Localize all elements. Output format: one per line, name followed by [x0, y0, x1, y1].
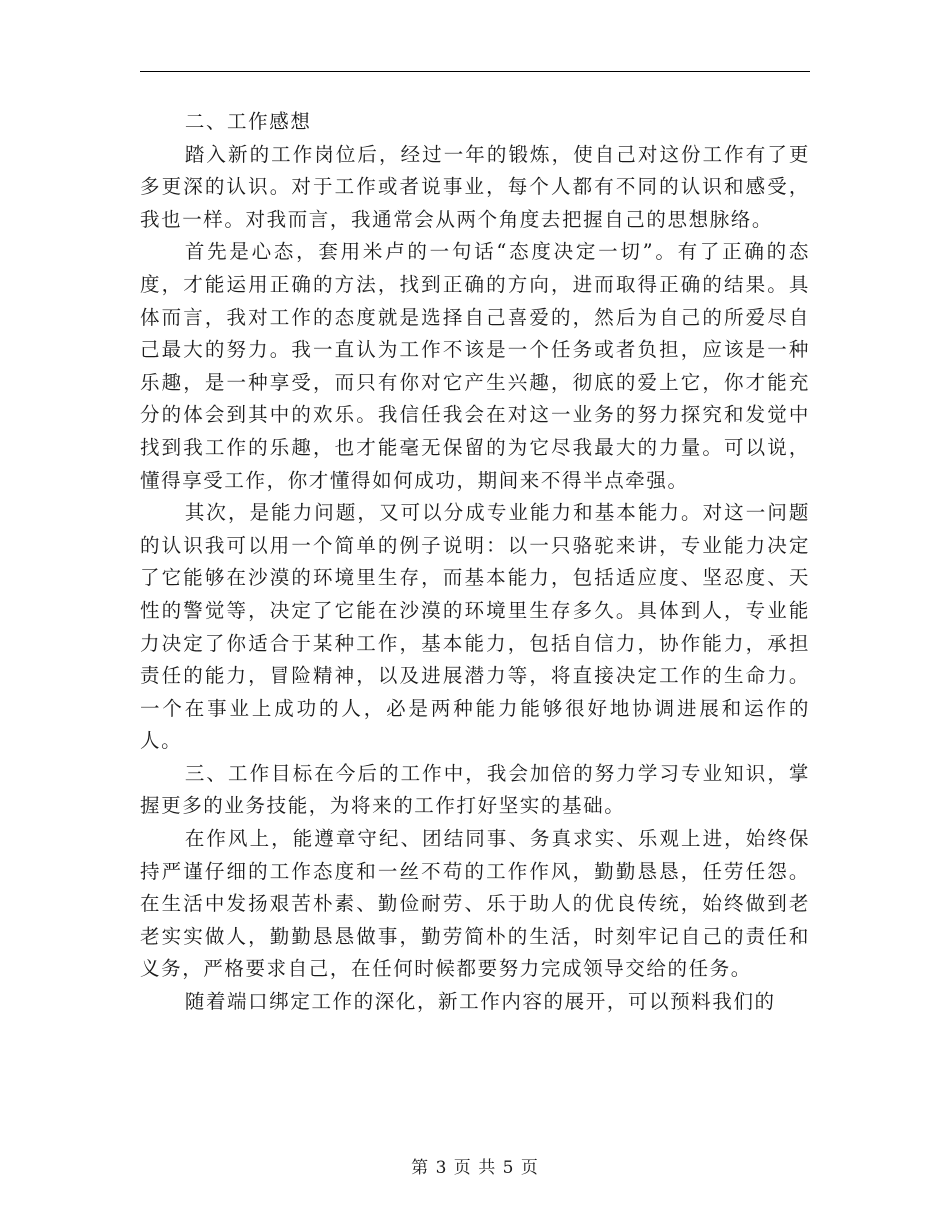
body-paragraph: 三、工作目标在今后的工作中，我会加倍的努力学习专业知识，掌握更多的业务技能，为将来的工作打好坚实的基础。 [140, 761, 810, 818]
section-heading-work-thoughts: 二、工作感想 [184, 110, 312, 133]
page-number-footer: 第 3 页 共 5 页 [411, 1158, 539, 1178]
body-paragraph: 其次，是能力问题，又可以分成专业能力和基本能力。对这一问题的认识我可以用一个简单的例子说明：以一只骆驼来讲，专业能力决定了它能够在沙漠的环境里生存，而基本能力，包括适应度、坚忍度、天性的警觉等，决定了它能在沙漠的环境里生存多久。具体到人，专业能力决定了你适合于某种工作，基本能力，包括自信力，协作能力，承担责任的能力，冒险精神，以及进展潜力等，将直接决定工作的生命力。一个在事业上成功的人，必是两种能力能够很好地协调进展和运作的人。 [140, 501, 810, 753]
body-paragraph: 首先是心态，套用米卢的一句话“态度决定一切”。有了正确的态度，才能运用正确的方法，找到正确的方向，进而取得正确的结果。具体而言，我对工作的态度就是选择自己喜爱的，然后为自己的所爱尽自己最大的努力。我一直认为工作不该是一个任务或者负担，应该是一种乐趣，是一种享受，而只有你对它产生兴趣，彻底的爱上它，你才能充分的体会到其中的欢乐。我信任我会在对这一业务的努力探究和发觉中找到我工作的乐趣，也才能毫无保留的为它尽我最大的力量。可以说，懂得享受工作，你才懂得如何成功，期间来不得半点牵强。 [140, 240, 810, 492]
body-paragraph: 在作风上，能遵章守纪、团结同事、务真求实、乐观上进，始终保持严谨仔细的工作态度和一丝不苟的工作作风，勤勤恳恳，任劳任怨。在生活中发扬艰苦朴素、勤俭耐劳、乐于助人的优良传统，始终做到老老实实做人，勤勤恳恳做事，勤劳简朴的生活，时刻牢记自己的责任和义务，严格要求自己，在任何时候都要努力完成领导交给的任务。 [140, 827, 810, 981]
body-paragraph: 踏入新的工作岗位后，经过一年的锻炼，使自己对这份工作有了更多更深的认识。对于工作或者说事业，每个人都有不同的认识和感受，我也一样。对我而言，我通常会从两个角度去把握自己的思想脉络。 [140, 142, 810, 231]
body-paragraph: 随着端口绑定工作的深化，新工作内容的展开，可以预料我们的 [184, 990, 776, 1014]
header-rule [140, 71, 810, 72]
document-body [140, 106, 810, 1019]
